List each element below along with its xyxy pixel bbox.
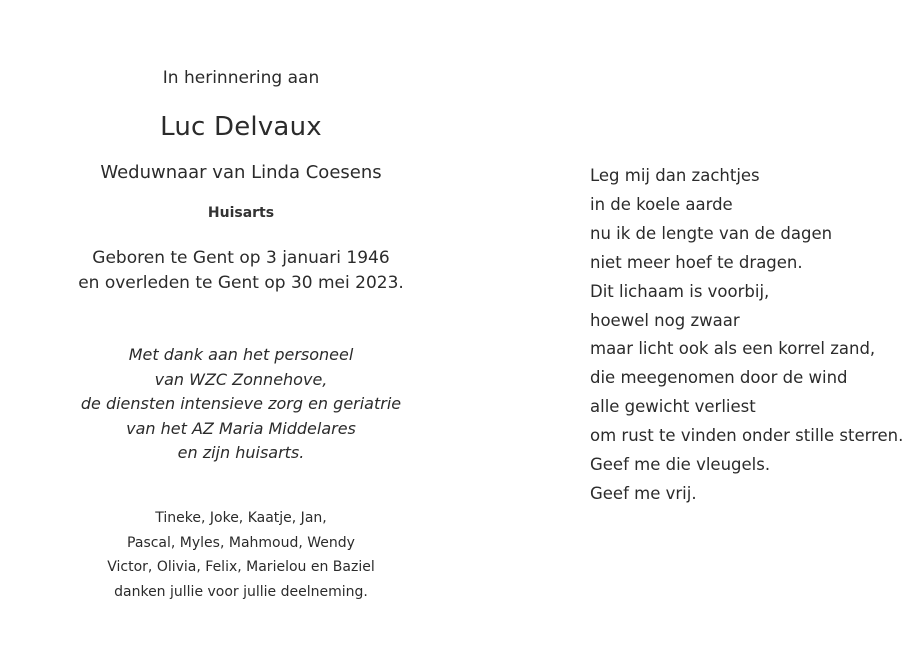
intro-text: In herinnering aan <box>162 68 320 88</box>
poem-line: niet meer hoef te dragen. <box>590 252 803 272</box>
thanks-line: van het AZ Maria Middelares <box>126 418 356 438</box>
thanks-block <box>60 343 422 466</box>
poem-line: alle gewicht verliest <box>590 397 756 417</box>
thanks-line: van WZC Zonnehove, <box>154 369 328 389</box>
family-block <box>60 506 422 604</box>
poem-line: die meegenomen door de wind <box>590 368 848 388</box>
family-line: Pascal, Myles, Mahmoud, Wendy <box>127 534 355 551</box>
poem-line: om rust te vinden onder stille sterren. <box>590 426 904 446</box>
family-line: Victor, Olivia, Felix, Marielou en Baziel <box>107 559 375 575</box>
thanks-line: de diensten intensieve zorg en geriatrie <box>80 394 402 413</box>
thanks-line: en zijn huisarts. <box>177 443 305 462</box>
life-dates <box>60 246 422 296</box>
poem-line: Dit lichaam is voorbij, <box>590 281 770 301</box>
family-line: danken jullie voor jullie deelneming. <box>114 583 368 600</box>
thanks-line: Met dank aan het personeel <box>128 345 354 364</box>
poem-line: maar licht ook als een korrel zand, <box>590 339 876 359</box>
poem-block <box>590 162 903 509</box>
poem-line: Geef me die vleugels. <box>590 455 771 475</box>
deceased-name: Luc Delvaux <box>160 112 322 142</box>
poem-line: nu ik de lengte van de dagen <box>590 223 833 243</box>
poem-line: Geef me vrij. <box>590 483 697 503</box>
poem-line: Leg mij dan zachtjes <box>590 166 760 185</box>
profession-text: Huisarts <box>207 205 275 221</box>
birth-line: Geboren te Gent op 3 januari 1946 <box>92 248 390 268</box>
family-line: Tineke, Joke, Kaatje, Jan, <box>155 510 327 526</box>
poem-line: in de koele aarde <box>590 194 733 214</box>
widower-text: Weduwnaar van Linda Coesens <box>100 162 382 183</box>
poem-line: hoewel nog zwaar <box>590 310 740 330</box>
death-line: en overleden te Gent op 30 mei 2023. <box>78 273 404 293</box>
